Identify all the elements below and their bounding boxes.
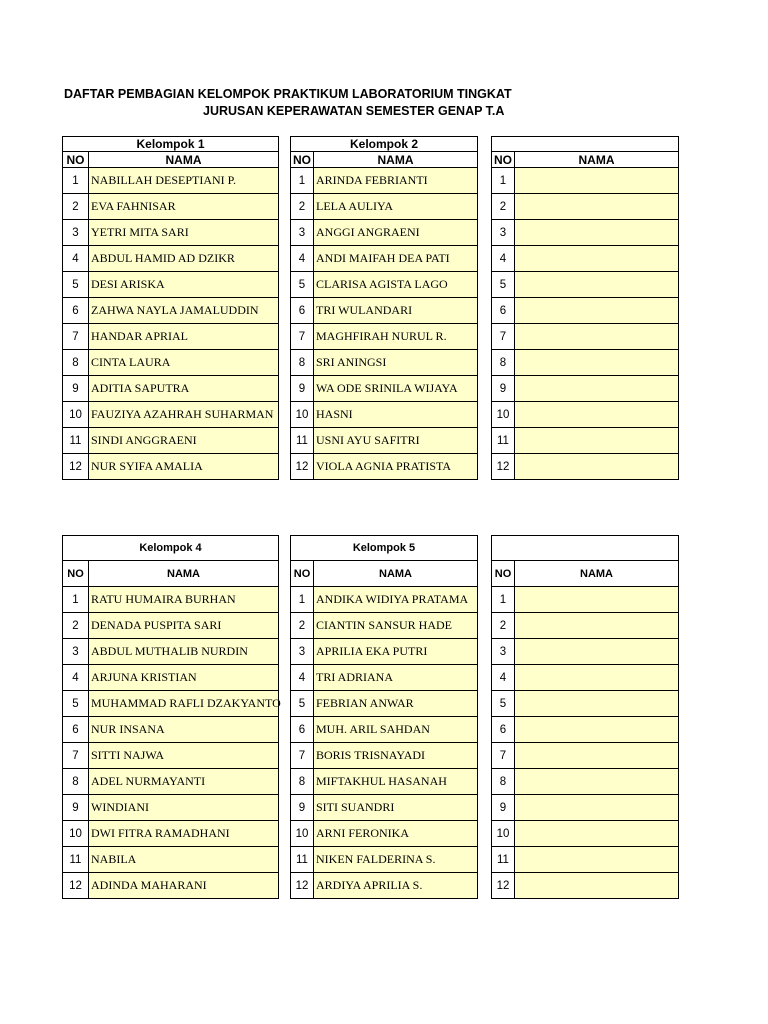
table-row — [63, 613, 279, 639]
table-row — [492, 821, 679, 847]
row-number: 7 — [492, 324, 515, 350]
row-number: 5 — [492, 272, 515, 298]
row-number: 10 — [63, 821, 89, 847]
row-number: 5 — [291, 272, 314, 298]
table-row — [63, 428, 279, 454]
row-number: 2 — [291, 613, 314, 639]
row-number: 9 — [63, 376, 89, 402]
student-name: CINTA LAURA — [89, 350, 279, 376]
row-number: 8 — [63, 350, 89, 376]
row-number: 9 — [492, 376, 515, 402]
table-row — [291, 795, 478, 821]
row-number: 5 — [63, 272, 89, 298]
row-number: 3 — [63, 220, 89, 246]
row-number: 12 — [492, 873, 515, 899]
student-name: ARJUNA KRISTIAN — [89, 665, 279, 691]
group-row-top — [0, 136, 615, 516]
row-number: 4 — [291, 246, 314, 272]
group-title-row — [291, 536, 478, 561]
table-row — [63, 691, 279, 717]
table-row — [291, 324, 478, 350]
group-title: Kelompok 4 — [63, 536, 279, 561]
group-title-row — [291, 137, 478, 152]
student-name: MUH. ARIL SAHDAN — [314, 717, 478, 743]
column-header-no: NO — [291, 152, 314, 168]
table-row — [492, 743, 679, 769]
row-number: 10 — [63, 402, 89, 428]
table-row — [291, 743, 478, 769]
table-row — [291, 769, 478, 795]
table-row — [291, 168, 478, 194]
table-row — [291, 298, 478, 324]
table-row — [63, 376, 279, 402]
table-row — [492, 168, 679, 194]
group-table — [491, 535, 679, 899]
title-line-2: JURUSAN KEPERAWATAN SEMESTER GENAP T.A — [203, 104, 505, 118]
student-name — [515, 428, 679, 454]
row-number: 6 — [492, 717, 515, 743]
student-name: NUR SYIFA AMALIA — [89, 454, 279, 480]
student-name: DENADA PUSPITA SARI — [89, 613, 279, 639]
table-row — [291, 454, 478, 480]
group-table — [290, 535, 478, 899]
row-number: 3 — [63, 639, 89, 665]
row-number: 6 — [63, 717, 89, 743]
column-header-no: NO — [492, 561, 515, 587]
row-number: 1 — [291, 168, 314, 194]
table-row — [291, 665, 478, 691]
student-name — [515, 795, 679, 821]
student-name — [515, 691, 679, 717]
student-name — [515, 246, 679, 272]
row-number: 7 — [63, 324, 89, 350]
group-row-bottom — [0, 535, 613, 915]
column-header-nama: NAMA — [515, 152, 679, 168]
table-row — [63, 769, 279, 795]
table-row — [492, 873, 679, 899]
student-name: FEBRIAN ANWAR — [314, 691, 478, 717]
row-number: 2 — [492, 194, 515, 220]
group-title: Kelompok 2 — [291, 137, 478, 152]
student-name: DESI ARISKA — [89, 272, 279, 298]
column-header-row — [492, 561, 679, 587]
student-name: ZAHWA NAYLA JAMALUDDIN — [89, 298, 279, 324]
student-name — [515, 769, 679, 795]
table-row — [291, 376, 478, 402]
student-name: ARDIYA APRILIA S. — [314, 873, 478, 899]
row-number: 11 — [291, 428, 314, 454]
student-name — [515, 587, 679, 613]
student-name — [515, 454, 679, 480]
group-title — [492, 536, 679, 561]
student-name — [515, 613, 679, 639]
row-number: 11 — [291, 847, 314, 873]
student-name: ANDI MAIFAH DEA PATI — [314, 246, 478, 272]
table-row — [63, 194, 279, 220]
top-group-3 — [491, 136, 679, 480]
student-name: SITI SUANDRI — [314, 795, 478, 821]
table-row — [291, 428, 478, 454]
column-header-no: NO — [492, 152, 515, 168]
table-row — [492, 298, 679, 324]
student-name: LELA AULIYA — [314, 194, 478, 220]
student-name: ANGGI ANGRAENI — [314, 220, 478, 246]
row-number: 1 — [492, 587, 515, 613]
column-header-nama: NAMA — [314, 152, 478, 168]
table-row — [492, 220, 679, 246]
row-number: 12 — [63, 454, 89, 480]
student-name — [515, 873, 679, 899]
table-row — [492, 194, 679, 220]
table-row — [291, 194, 478, 220]
table-row — [492, 454, 679, 480]
row-number: 4 — [492, 246, 515, 272]
student-name: MUHAMMAD RAFLI DZAKYANTO — [89, 691, 279, 717]
row-number: 1 — [492, 168, 515, 194]
table-row — [291, 613, 478, 639]
column-header-row — [63, 561, 279, 587]
student-name — [515, 402, 679, 428]
row-number: 11 — [492, 847, 515, 873]
bottom-group-1 — [62, 535, 279, 899]
group-title-row — [63, 536, 279, 561]
table-row — [492, 246, 679, 272]
table-row — [291, 847, 478, 873]
group-title-row — [492, 137, 679, 152]
row-number: 5 — [492, 691, 515, 717]
student-name: HANDAR APRIAL — [89, 324, 279, 350]
table-row — [291, 691, 478, 717]
row-number: 8 — [291, 350, 314, 376]
column-header-nama: NAMA — [89, 561, 279, 587]
column-header-nama: NAMA — [89, 152, 279, 168]
student-name: APRILIA EKA PUTRI — [314, 639, 478, 665]
student-name — [515, 324, 679, 350]
row-number: 9 — [63, 795, 89, 821]
row-number: 3 — [291, 220, 314, 246]
row-number: 7 — [492, 743, 515, 769]
student-name: NABILLAH DESEPTIANI P. — [89, 168, 279, 194]
student-name: EVA FAHNISAR — [89, 194, 279, 220]
table-row — [63, 587, 279, 613]
table-row — [63, 324, 279, 350]
row-number: 9 — [492, 795, 515, 821]
row-number: 1 — [63, 587, 89, 613]
row-number: 2 — [492, 613, 515, 639]
student-name — [515, 220, 679, 246]
table-row — [63, 220, 279, 246]
table-row — [63, 246, 279, 272]
row-number: 2 — [63, 194, 89, 220]
table-row — [63, 350, 279, 376]
student-name: RATU HUMAIRA BURHAN — [89, 587, 279, 613]
row-number: 5 — [63, 691, 89, 717]
group-title-row — [492, 536, 679, 561]
student-name: ARINDA FEBRIANTI — [314, 168, 478, 194]
group-table — [491, 136, 679, 480]
row-number: 6 — [291, 717, 314, 743]
student-name: ANDIKA WIDIYA PRATAMA — [314, 587, 478, 613]
student-name: ADEL NURMAYANTI — [89, 769, 279, 795]
row-number: 3 — [492, 220, 515, 246]
row-number: 3 — [291, 639, 314, 665]
student-name: WA ODE SRINILA WIJAYA — [314, 376, 478, 402]
row-number: 2 — [291, 194, 314, 220]
row-number: 8 — [492, 769, 515, 795]
student-name: NIKEN FALDERINA S. — [314, 847, 478, 873]
row-number: 4 — [492, 665, 515, 691]
student-name — [515, 272, 679, 298]
row-number: 12 — [63, 873, 89, 899]
row-number: 8 — [63, 769, 89, 795]
column-header-row — [492, 152, 679, 168]
group-title-row — [63, 137, 279, 152]
table-row — [63, 847, 279, 873]
student-name: VIOLA AGNIA PRATISTA — [314, 454, 478, 480]
title-line-1: DAFTAR PEMBAGIAN KELOMPOK PRAKTIKUM LABORATORIUM TINGKAT — [64, 87, 512, 101]
row-number: 8 — [291, 769, 314, 795]
group-title: Kelompok 5 — [291, 536, 478, 561]
row-number: 8 — [492, 350, 515, 376]
table-row — [63, 821, 279, 847]
table-row — [291, 220, 478, 246]
table-row — [63, 795, 279, 821]
row-number: 11 — [63, 847, 89, 873]
table-row — [492, 402, 679, 428]
student-name — [515, 168, 679, 194]
row-number: 4 — [63, 246, 89, 272]
student-name — [515, 350, 679, 376]
table-row — [492, 613, 679, 639]
table-row — [492, 769, 679, 795]
table-row — [63, 272, 279, 298]
column-header-no: NO — [63, 152, 89, 168]
bottom-group-2 — [290, 535, 478, 899]
row-number: 9 — [291, 376, 314, 402]
table-row — [492, 639, 679, 665]
row-number: 10 — [291, 402, 314, 428]
student-name: USNI AYU SAFITRI — [314, 428, 478, 454]
table-row — [291, 587, 478, 613]
student-name — [515, 665, 679, 691]
student-name: ABDUL MUTHALIB NURDIN — [89, 639, 279, 665]
student-name — [515, 743, 679, 769]
table-row — [291, 246, 478, 272]
top-group-1 — [62, 136, 279, 480]
row-number: 10 — [492, 402, 515, 428]
student-name: NABILA — [89, 847, 279, 873]
row-number: 12 — [291, 873, 314, 899]
bottom-group-3 — [491, 535, 679, 899]
row-number: 4 — [291, 665, 314, 691]
student-name: CLARISA AGISTA LAGO — [314, 272, 478, 298]
student-name: DWI FITRA RAMADHANI — [89, 821, 279, 847]
table-row — [492, 324, 679, 350]
table-row — [291, 350, 478, 376]
student-name: YETRI MITA SARI — [89, 220, 279, 246]
table-row — [63, 717, 279, 743]
table-row — [63, 454, 279, 480]
table-row — [291, 821, 478, 847]
table-row — [63, 298, 279, 324]
table-row — [492, 428, 679, 454]
table-row — [492, 665, 679, 691]
top-group-2 — [290, 136, 478, 480]
student-name: MIFTAKHUL HASANAH — [314, 769, 478, 795]
group-title: Kelompok 1 — [63, 137, 279, 152]
group-title — [492, 137, 679, 152]
group-table — [62, 535, 279, 899]
student-name — [515, 194, 679, 220]
row-number: 7 — [291, 324, 314, 350]
table-row — [492, 795, 679, 821]
student-name: SRI ANINGSI — [314, 350, 478, 376]
student-name: NUR INSANA — [89, 717, 279, 743]
row-number: 4 — [63, 665, 89, 691]
document-title — [64, 86, 764, 120]
row-number: 2 — [63, 613, 89, 639]
row-number: 10 — [291, 821, 314, 847]
row-number: 3 — [492, 639, 515, 665]
student-name: MAGHFIRAH NURUL R. — [314, 324, 478, 350]
column-header-row — [291, 561, 478, 587]
student-name: TRI ADRIANA — [314, 665, 478, 691]
student-name: CIANTIN SANSUR HADE — [314, 613, 478, 639]
row-number: 10 — [492, 821, 515, 847]
row-number: 9 — [291, 795, 314, 821]
table-row — [291, 402, 478, 428]
table-row — [291, 639, 478, 665]
row-number: 7 — [63, 743, 89, 769]
table-row — [492, 272, 679, 298]
column-header-row — [291, 152, 478, 168]
student-name: HASNI — [314, 402, 478, 428]
group-table — [290, 136, 478, 480]
table-row — [492, 350, 679, 376]
table-row — [492, 376, 679, 402]
student-name: ABDUL HAMID AD DZIKR — [89, 246, 279, 272]
row-number: 1 — [291, 587, 314, 613]
student-name: SITTI NAJWA — [89, 743, 279, 769]
table-row — [63, 402, 279, 428]
table-row — [291, 717, 478, 743]
column-header-row — [63, 152, 279, 168]
column-header-no: NO — [291, 561, 314, 587]
table-row — [63, 639, 279, 665]
student-name: ADINDA MAHARANI — [89, 873, 279, 899]
student-name: TRI WULANDARI — [314, 298, 478, 324]
table-row — [63, 743, 279, 769]
student-name: ADITIA SAPUTRA — [89, 376, 279, 402]
student-name: ARNI FERONIKA — [314, 821, 478, 847]
student-name — [515, 298, 679, 324]
student-name — [515, 376, 679, 402]
row-number: 12 — [291, 454, 314, 480]
group-table — [62, 136, 279, 480]
table-row — [492, 847, 679, 873]
column-header-no: NO — [63, 561, 89, 587]
row-number: 6 — [492, 298, 515, 324]
student-name: WINDIANI — [89, 795, 279, 821]
row-number: 5 — [291, 691, 314, 717]
table-row — [63, 665, 279, 691]
student-name: BORIS TRISNAYADI — [314, 743, 478, 769]
table-row — [63, 873, 279, 899]
row-number: 1 — [63, 168, 89, 194]
column-header-nama: NAMA — [515, 561, 679, 587]
student-name — [515, 821, 679, 847]
row-number: 6 — [291, 298, 314, 324]
row-number: 6 — [63, 298, 89, 324]
table-row — [492, 717, 679, 743]
student-name — [515, 639, 679, 665]
row-number: 12 — [492, 454, 515, 480]
table-row — [492, 691, 679, 717]
row-number: 7 — [291, 743, 314, 769]
row-number: 11 — [63, 428, 89, 454]
student-name: FAUZIYA AZAHRAH SUHARMAN — [89, 402, 279, 428]
row-number: 11 — [492, 428, 515, 454]
student-name — [515, 847, 679, 873]
student-name: SINDI ANGGRAENI — [89, 428, 279, 454]
table-row — [492, 587, 679, 613]
student-name — [515, 717, 679, 743]
column-header-nama: NAMA — [314, 561, 478, 587]
table-row — [63, 168, 279, 194]
table-row — [291, 272, 478, 298]
table-row — [291, 873, 478, 899]
